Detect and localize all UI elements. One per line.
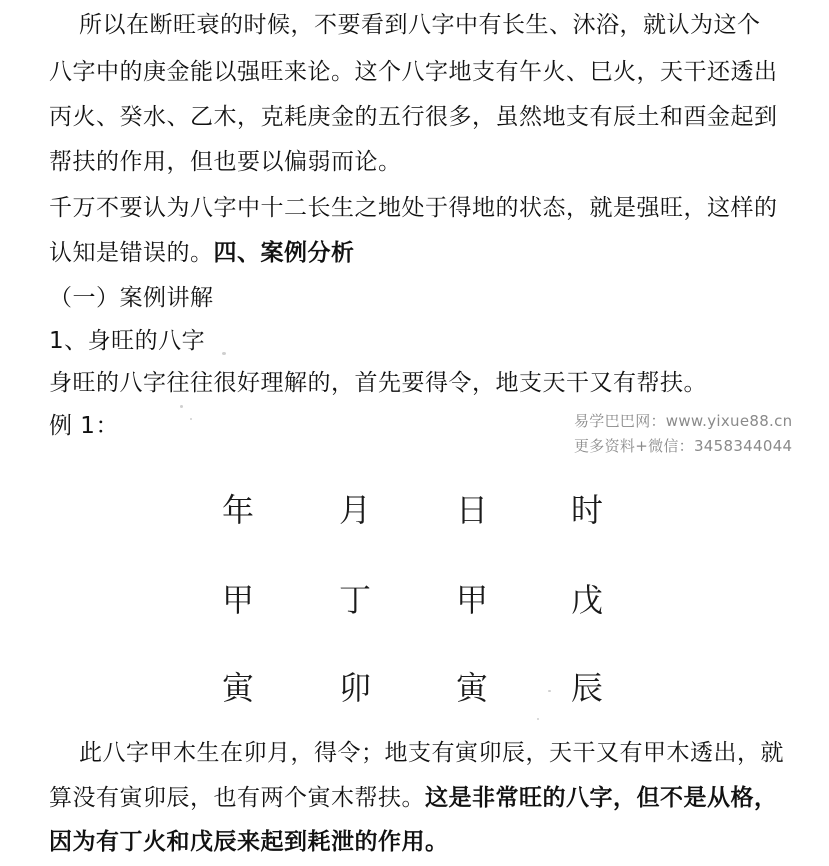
watermark-website: 易学巴巴网：www.yixue88.cn [574, 412, 793, 430]
stem-day: 甲 [455, 581, 488, 619]
stem-year: 甲 [221, 581, 254, 619]
paragraph-1-line-3: 丙火、癸水、乙木，克耗庚金的五行很多，虽然地支有辰土和酉金起到 [49, 104, 778, 130]
example-label: 例 1： [49, 413, 119, 439]
conclusion-line-3: 因为有丁火和戊辰来起到耗泄的作用。 [49, 829, 449, 855]
paragraph-2-line-2 [49, 238, 355, 268]
pillar-header-day: 日 [455, 491, 488, 529]
pillar-header-hour: 时 [570, 491, 603, 529]
branch-year: 寅 [221, 669, 254, 707]
stem-month: 丁 [338, 581, 371, 619]
scan-speck [180, 405, 183, 408]
paragraph-2-line-1: 千万不要认为八字中十二长生之地处于得地的状态，就是强旺，这样的 [49, 195, 778, 221]
paragraph-1-line-4: 帮扶的作用，但也要以偏弱而论。 [49, 149, 402, 175]
stem-hour: 戊 [570, 581, 603, 619]
paragraph-1-line-1: 所以在断旺衰的时候，不要看到八字中有长生、沐浴，就认为这个 [79, 12, 761, 38]
branch-day: 寅 [455, 669, 488, 707]
conclusion-line-1: 此八字甲木生在卯月，得令；地支有寅卯辰，天干又有甲木透出，就 [79, 740, 784, 766]
conclusion-line-2 [49, 783, 778, 813]
scan-speck [190, 418, 192, 420]
scan-speck [548, 690, 551, 692]
intro-text: 身旺的八字往往很好理解的，首先要得令，地支天干又有帮扶。 [49, 370, 707, 396]
subsection-heading-case-explanation: （一）案例讲解 [49, 285, 214, 311]
branch-month: 卯 [338, 669, 371, 707]
pillar-header-month: 月 [338, 491, 371, 529]
conclusion-emphasis: 这是非常旺的八字，但不是从格， [425, 785, 778, 811]
pillar-header-year: 年 [221, 491, 254, 529]
branch-hour: 辰 [570, 669, 603, 707]
watermark-contact: 更多资料+微信：3458344044 [574, 437, 793, 455]
scan-speck [537, 718, 539, 720]
paragraph-1-line-2: 八字中的庚金能以强旺来论。这个八字地支有午火、巳火，天干还透出 [49, 59, 778, 85]
subsection-heading-strong-bazi: 1、身旺的八字 [49, 328, 206, 354]
section-heading-case-analysis: 四、案例分析 [213, 240, 355, 266]
scan-speck [222, 352, 226, 355]
conclusion-text: 算没有寅卯辰，也有两个寅木帮扶。 [49, 785, 425, 811]
paragraph-2-text: 认知是错误的。 [49, 240, 214, 266]
